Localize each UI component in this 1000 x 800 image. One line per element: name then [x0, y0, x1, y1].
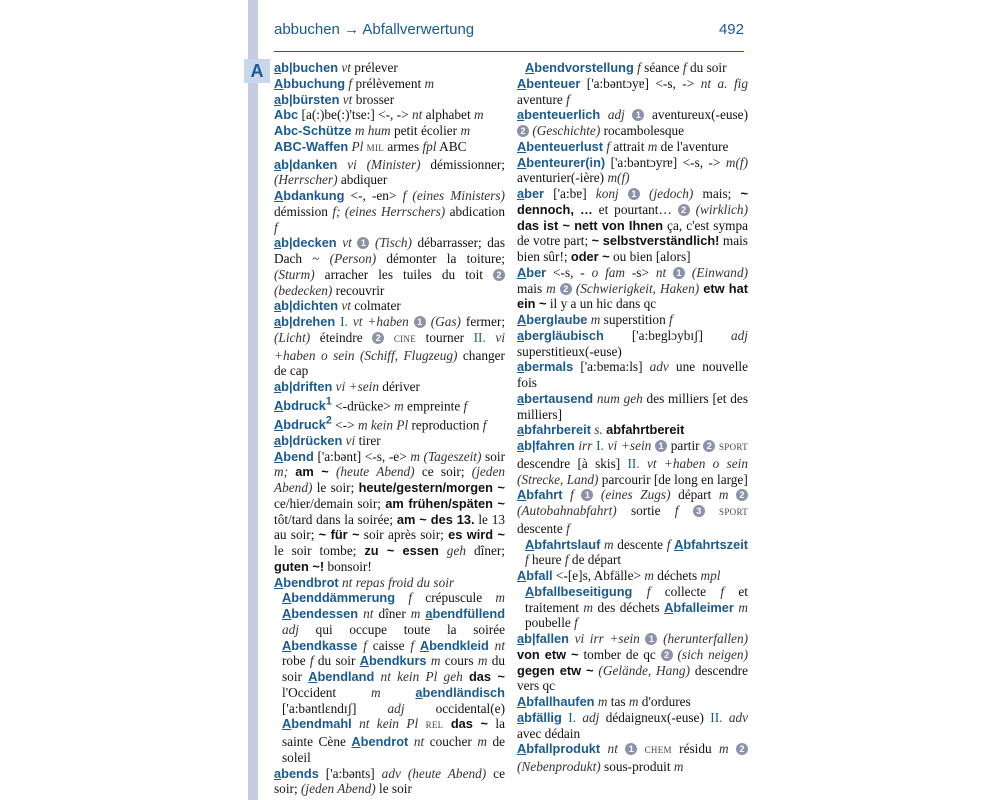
dictionary-entry-abdichten: ab|dichten vt colmater	[274, 298, 401, 314]
dictionary-entry-abbürsten: ab|bürsten vt brosser	[274, 91, 395, 107]
dictionary-entry-abc-schütze: Abc-Schütze m hum petit écolier m	[274, 123, 471, 138]
dictionary-entry-abfallbeseitigung: Abfallbeseitigung f collecte f et traitement m des déchets Abfalleimer m poubelle f	[525, 583, 749, 631]
dictionary-entry-abbuchung: Abbuchung f prélèvement m	[274, 75, 435, 91]
dictionary-entry-abfall: Abfall <-[e]s, Abfälle> m déchets mpl	[517, 568, 721, 583]
dictionary-entry-abertausend: abertausend num geh des milliers [et des milliers]	[517, 390, 748, 422]
dictionary-entry-abfahrtslauf: Abfahrtslauf m descente f Abfahrtszeit f heure f de départ	[525, 536, 749, 568]
letter-thumb-tab: A	[244, 59, 270, 83]
dictionary-entry-abbuchen: ab|buchen vt prélever	[274, 60, 398, 75]
page-edge-strip	[248, 0, 258, 800]
dictionary-entry-abdrehen: ab|drehen I. vt +haben 1 (Gas) fermer; (Licht) éteindre 2 CINE tourner II. vi +haben o sein (Schiff, Flugzeug) changer de cap	[274, 314, 506, 379]
dictionary-entry-abdruck2: Abdruck$^2$ <-> m kein Pl reproduction f	[274, 414, 487, 433]
dictionary-entry-abdecken: ab|decken vt 1 (Tisch) débarrasser; das Dach ~ (Person) démonter la toiture; (Sturm) arracher les tuiles du toit 2 (bedecken) recouvrir	[274, 235, 506, 298]
dictionary-entry-abendbrot: Abendbrot nt repas froid du soir	[274, 574, 455, 590]
dictionary-entry-abdanken: ab|danken vi (Minister) démissionner; (Herrscher) abdiquer	[274, 156, 505, 188]
dictionary-entry-abfahrt: Abfahrt f 1 (eines Zugs) départ m 2 (Autobahnabfahrt) sortie f 3 SPORT descente f	[517, 487, 749, 536]
dictionary-entry-abermals: abermals ['a:bɐma:ls] adv une nouvelle fois	[517, 359, 749, 390]
dictionary-entry-abfallen: ab|fallen vi irr +sein 1 (herunterfallen) von etw ~ tomber de qc 2 (sich neigen) gegen etw ~ (Gelände, Hang) descendre vers qc	[517, 631, 749, 694]
dictionary-entry-abenteurer-in-: Abenteurer(in) ['a:bəntɔyrɐ] <-s, -> m(f) aventurier(-ière) m(f)	[517, 154, 748, 186]
dictionary-entry-aber: aber ['a:bɐ] konj 1 (jedoch) mais; ~ dennoch, … et pourtant… 2 (wirklich) das ist ~ nett von Ihnen ça, c'est sympa de votre part; ~ selbstverständlich! mais bien sûr!; oder ~ ou bien [alors]	[517, 186, 748, 264]
right-column	[517, 60, 748, 775]
dictionary-entry-abenteuerlich: abenteuerlich adj 1 aventureux(-euse) 2 (Geschichte) rocambolesque	[517, 107, 749, 138]
dictionary-entry-abfallhaufen: Abfallhaufen m tas m d'ordures	[517, 694, 691, 709]
dictionary-entry-abfahren: ab|fahren irr I. vi +sein 1 partir 2 SPORT descendre [à skis] II. vt +haben o sein (Strecke, Land) parcourir [de long en large]	[517, 438, 749, 487]
dictionary-entry-abdriften: ab|driften vi +sein dériver	[274, 379, 420, 394]
dictionary-page	[250, 0, 758, 800]
dictionary-entry-abc: Abc [a(:)be(:)'tse:] <-, -> nt alphabet m	[274, 107, 484, 123]
dictionary-entry-abenddämmerung: Abenddämmerung f crépuscule m Abendessen nt dîner m abendfüllend adj qui occupe toute la soirée Abendkasse f caisse f Abendkleid nt robe f du soir Abendkurs m cours m du soir Abendland nt kein Pl geh das ~ l'Occident m abendländisch ['a:bəntlɛndɪʃ] adj occidental(e) Abendmahl nt kein Pl REL das ~ la sainte Cène Abendrot nt coucher m de soleil	[282, 590, 506, 765]
dictionary-entry-abendvorstellung: Abendvorstellung f séance f du soir	[525, 60, 727, 75]
header-guide-words: abbuchen → Abfallverwertung	[274, 21, 475, 38]
dictionary-entry-abfahrbereit: abfahrbereit s. abfahrtbereit	[517, 422, 685, 438]
dictionary-entry-aberglaube: Aberglaube m superstition f	[517, 312, 673, 327]
dictionary-entry-aber: Aber <-s, - o fam -s> nt 1 (Einwand) mais m 2 (Schwierigkeit, Haken) etw hat ein ~ il y a un hic dans qc	[517, 264, 749, 312]
dictionary-entry-abdruck1: Abdruck$^1$ <-drücke> m empreinte f	[274, 395, 468, 414]
left-column	[274, 60, 505, 797]
dictionary-entry-abenteuer: Abenteuer ['a:bəntɔyɐ] <-s, -> nt a. fig aventure f	[517, 75, 748, 107]
page-number: 492	[718, 21, 744, 38]
page-header	[274, 20, 744, 52]
dictionary-entry-abdrücken: ab|drücken vi tirer	[274, 432, 381, 448]
dictionary-entry-abergläubisch: abergläubisch ['a:bɐglɔybɪʃ] adj superstitieux(-euse)	[517, 327, 748, 359]
dictionary-entry-abdankung: Abdankung <-, -en> f (eines Ministers) démission f; (eines Herrschers) abdication f	[274, 188, 505, 235]
dictionary-entry-abfällig: abfällig I. adj dédaigneux(-euse) II. adv avec dédain	[517, 709, 749, 741]
dictionary-entry-abc-waffen: ABC-Waffen Pl MIL armes fpl ABC	[274, 138, 467, 154]
dictionary-entry-abend: Abend ['a:bənt] <-s, -e> m (Tageszeit) soir m; am ~ (heute Abend) ce soir; (jeden Abend) le soir; heute/gestern/morgen ~ ce/hier/demain soir; am frühen/späten ~ tôt/tard dans la soirée; am ~ des 13. le 13 au soir; ~ für ~ soir après soir; es wird ~ le soir tombe; zu ~ essen geh dîner; guten ~! bonsoir!	[274, 448, 506, 574]
dictionary-entry-abends: abends ['a:bənts] adv (heute Abend) ce soir; (jeden Abend) le soir	[274, 765, 505, 797]
dictionary-entry-abenteuerlust: Abenteuerlust f attrait m de l'aventure	[517, 138, 729, 154]
dictionary-entry-abfallprodukt: Abfallprodukt nt 1 CHEM résidu m 2 (Nebenprodukt) sous-produit m	[517, 741, 748, 775]
